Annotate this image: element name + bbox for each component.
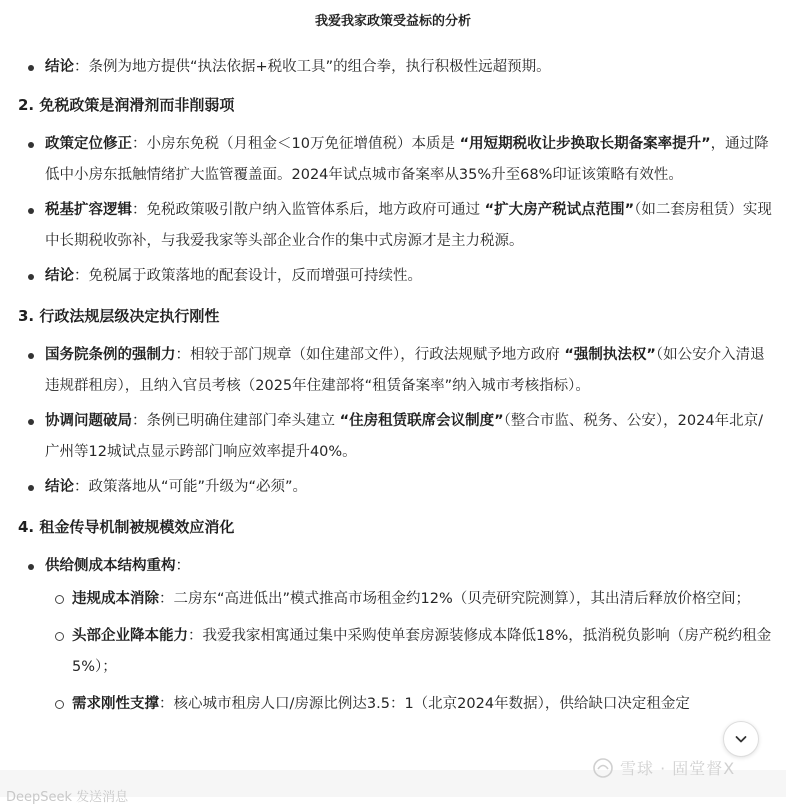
bullet-text: ：政策落地从“可能”升级为“必须”。 bbox=[74, 479, 308, 495]
list-item bbox=[18, 551, 773, 720]
list-item bbox=[18, 195, 773, 257]
bullet-label: 结论 bbox=[45, 59, 74, 75]
list-item bbox=[18, 129, 773, 191]
top-bar bbox=[0, 0, 786, 38]
list-item bbox=[18, 261, 773, 292]
scroll-to-bottom-button[interactable] bbox=[723, 721, 759, 757]
highlight-text: “住房租赁联席会议制度” bbox=[339, 413, 504, 429]
bullet-text: ，通过降低中小房东抵触情绪扩大监管覆盖面。2024年试点城市备案率从35%升至68%印证该策略有效性。 bbox=[45, 136, 769, 183]
bullet-text: ：条例已明确住建部门牵头建立 bbox=[132, 413, 340, 429]
bullet-text: ：小房东免税（月租金＜10万免征增值税）本质是 bbox=[132, 136, 460, 152]
list-item bbox=[18, 340, 773, 402]
sub-list-item bbox=[45, 689, 773, 720]
bullet-label: 国务院条例的强制力 bbox=[45, 347, 176, 363]
page-title: 我爱我家政策受益标的分析 bbox=[314, 13, 471, 29]
section-4-list bbox=[18, 551, 773, 720]
list-item bbox=[18, 52, 773, 83]
bullet-text: ：相较于部门规章（如住建部文件），行政法规赋予地方政府 bbox=[175, 347, 565, 363]
bullet-text: ：条例为地方提供“执法依据+税收工具”的组合拳，执行积极性远超预期。 bbox=[74, 59, 551, 75]
sub-list-item bbox=[45, 621, 773, 683]
section-heading: 2. 免税政策是润滑剂而非削弱项 bbox=[18, 96, 235, 114]
bullet-text: （如公安介入清退违规群租房），且纳入官员考核（2025年住建部将“租赁备案率”纳入城市考核指标）。 bbox=[45, 347, 765, 394]
bullet-text: ： bbox=[175, 558, 190, 574]
bullet-text: （如二套房租赁）实现中长期税收弥补，与我爱我家等头部企业合作的集中式房源才是主力税源。 bbox=[45, 202, 772, 249]
message-content bbox=[18, 52, 773, 726]
section-heading: 3. 行政法规层级决定执行刚性 bbox=[18, 307, 220, 325]
bullet-text: ：我爱我家相寓通过集中采购使单套房源装修成本降低18%，抵消税负影响（房产税约租金5%）； bbox=[72, 628, 772, 675]
bullet-text: ：免税政策吸引散户纳入监管体系后，地方政府可通过 bbox=[132, 202, 485, 218]
bullet-text: ：二房东“高进低出”模式推高市场租金约12%（贝壳研究院测算），其出清后释放价格空间； bbox=[159, 591, 750, 607]
watermark-text: 雪球 · 固堂督X bbox=[620, 759, 736, 778]
bullet-label: 协调问题破局 bbox=[45, 413, 132, 429]
highlight-text: “强制执法权” bbox=[564, 347, 656, 363]
list-item bbox=[18, 472, 773, 503]
bullet-label: 税基扩容逻辑 bbox=[45, 202, 132, 218]
snowball-logo-icon bbox=[592, 757, 614, 779]
section-2-list bbox=[18, 129, 773, 292]
bullet-label: 违规成本消除 bbox=[72, 591, 159, 607]
section-1-tail bbox=[18, 52, 773, 83]
bullet-text: （整合市监、税务、公安），2024年北京/广州等12城试点显示跨部门响应效率提升40%。 bbox=[45, 413, 763, 460]
bullet-label: 头部企业降本能力 bbox=[72, 628, 188, 644]
watermark bbox=[592, 756, 735, 779]
list-item bbox=[18, 406, 773, 468]
bullet-text: ：核心城市租房人口/房源比例达3.5：1（北京2024年数据），供给缺口决定租金定 bbox=[159, 696, 690, 712]
bullet-label: 结论 bbox=[45, 479, 74, 495]
bullet-label: 结论 bbox=[45, 268, 74, 284]
highlight-text: “扩大房产税试点范围” bbox=[484, 202, 635, 218]
bullet-label: 政策定位修正 bbox=[45, 136, 132, 152]
bullet-label: 需求刚性支撑 bbox=[72, 696, 159, 712]
bullet-label: 供给侧成本结构重构 bbox=[45, 558, 176, 574]
section-heading: 4. 租金传导机制被规模效应消化 bbox=[18, 518, 235, 536]
sub-list bbox=[45, 584, 773, 720]
sub-list-item bbox=[45, 584, 773, 615]
message-input[interactable]: DeepSeek 发送消息 bbox=[6, 790, 129, 805]
section-3-list bbox=[18, 340, 773, 503]
bullet-text: ：免税属于政策落地的配套设计，反而增强可持续性。 bbox=[74, 268, 422, 284]
highlight-text: “用短期税收让步换取长期备案率提升” bbox=[459, 136, 711, 152]
chevron-down-icon bbox=[734, 732, 748, 746]
